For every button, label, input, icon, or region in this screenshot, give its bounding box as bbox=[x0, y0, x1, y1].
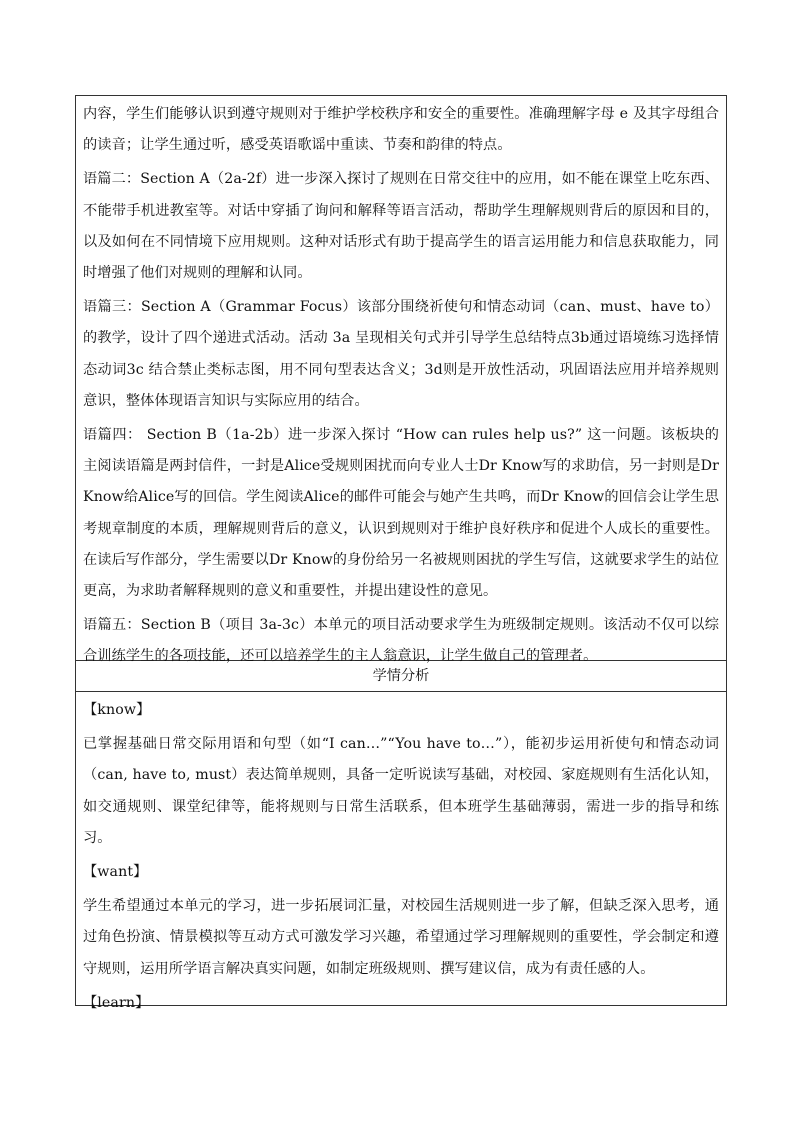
paragraph-text-two: 语篇二：Section A（2a-2f）进一步深入探讨了规则在日常交往中的应用，如不能在课堂上吃东西、不能带手机进教室等。对话中穿插了询问和解释等语言活动，帮助学生理解规则背后的原因和目的，以及如何在不同情境下应用规则。这种对话形式有助于提高学生的语言运用能力和信息获取能力，同时增强了他们对规则的理解和认同。 bbox=[83, 171, 719, 282]
want-text: 学生希望通过本单元的学习，进一步拓展词汇量，对校园生活规则进一步了解，但缺乏深入思考，通过角色扮演、情景模拟等互动方式可激发学习兴趣，希望通过学习理解规则的重要性，学会制定和遵守规则，运用所学语言解决真实问题，如制定班级规则、撰写建议信，成为有责任感的人。 bbox=[83, 898, 719, 977]
want-tag: 【want】 bbox=[83, 864, 148, 881]
student-analysis-cell bbox=[76, 692, 726, 1011]
know-tag: 【know】 bbox=[83, 702, 151, 718]
text-analysis-cell bbox=[76, 96, 726, 665]
student-analysis-header: 学情分析 bbox=[76, 660, 726, 692]
paragraph-intro: 内容，学生们能够认识到遵守规则对于维护学校秩序和安全的重要性。准确理解字母 e 及其字母组合的读音；让学生通过听，感受英语歌谣中重读、节奏和韵律的特点。 bbox=[83, 106, 719, 154]
learn-tag: 【learn】 bbox=[83, 994, 150, 1011]
know-text: 已掌握基础日常交际用语和句型（如“I can…”“You have to…”），能初步运用祈使句和情态动词（can, have to, must）表达简单规则，具备一定听说读写基础，对校园、家庭规则有生活化认知，如交通规则、课堂纪律等，能将规则与日常生活联系，但本班学生基础薄弱，需进一步的指导和练习。 bbox=[83, 736, 719, 846]
paragraph-text-five: 语篇五：Section B（项目 3a-3c）本单元的项目活动要求学生为班级制定规则。该活动不仅可以综合训练学生的各项技能，还可以培养学生的主人翁意识，让学生做自己的管理者。 bbox=[83, 617, 719, 665]
paragraph-text-three: 语篇三：Section A（Grammar Focus）该部分围绕祈使句和情态动词（can、must、have to）的教学，设计了四个递进式活动。活动 3a 呈现相关句式并引导学生总结特点3b通过语境练习选择情态动词3c 结合禁止类标志图，用不同句型表达含义；3d则是开放性活动，巩固语法应用并培养规则意识，整体体现语言知识与实际应用的结合。 bbox=[83, 299, 719, 409]
paragraph-text-four: 语篇四： Section B（1a-2b）进一步深入探讨 “How can rules help us?” 这一问题。该板块的主阅读语篇是两封信件，一封是Alice受规则困扰而向专业人士Dr Know写的求助信，另一封则是Dr Know给Alice写的回信。学生阅读Alice的邮件可能会与她产生共鸣，而Dr Know的回信会让学生思考规章制度的本质，理解规则背后的意义，认识到规则对于维护良好秩序和促进个人成长的重要性。在读后写作部分，学生需要以Dr Know的身份给另一名被规则困扰的学生写信，这就要求学生的站位更高，为求助者解释规则的意义和重要性，并提出建设性的意见。 bbox=[83, 427, 719, 600]
lesson-plan-table bbox=[75, 95, 727, 1011]
